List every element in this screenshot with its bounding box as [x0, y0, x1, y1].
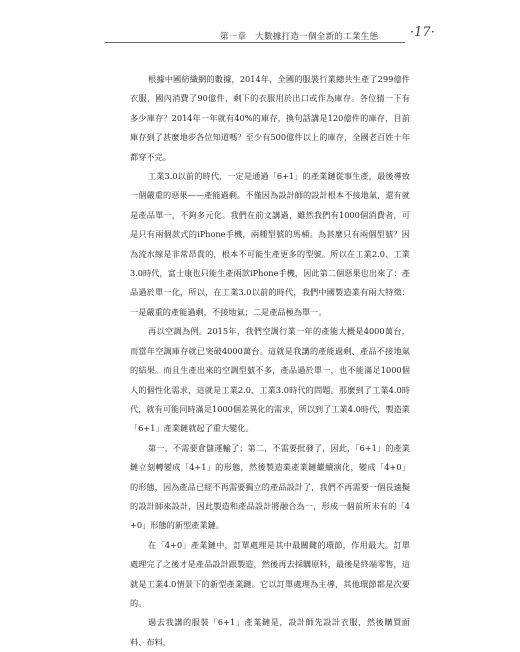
header-rule	[105, 42, 405, 43]
page-header	[0, 22, 520, 46]
paragraph: 根據中國紡織網的數據，2014年，全國的服裝行業總共生產了299億件衣服，國內消費了90億件，剩下的衣服用於出口或作為庫存。各位猜一下有多少庫存？2014年一年就有40%的庫存，換句話講是120億件的庫存，目前庫存到了甚麼地步各位知道嗎？至少有500億件以上的庫存，全國老百姓十年都穿不完。	[130, 74, 410, 162]
body-text	[130, 70, 410, 652]
paragraph: 在「4+0」產業鏈中，訂單處理是其中最關鍵的環節，作用最大。訂單處理完了之後才是產品設計跟製造，然後再去採購原料，最後是終端零售，這就是工業4.0情景下的新型產業鏈。它以訂單處理為主導，其他環節都是次要的。	[130, 539, 410, 608]
page-number-value: 17	[414, 25, 431, 40]
paragraph: 工業3.0以前的時代，一定是通過「6+1」的產業鏈從事生產，最後導致一個嚴重的惡果——產能過剩。不僅因為設計師的設計根本不接地氣，還有就是產品單一，不夠多元化。我們在前文講過，雖然我們有1000個消費者，可是只有兩個款式的iPhone手機，兩種型號的馬桶。為甚麼只有兩個型號？因為流水線是非常昂貴的，根本不可能生產更多的型號。所以在工業2.0、工業3.0時代，富士康也只能生產兩款iPhone手機，因此第二個惡果也出來了：產品過於單一化，所以，在工業3.0以前的時代，我們中國製造業有兩大特徵：一是嚴重的產能過剩，不接地氣；二是產品極為單一。	[130, 171, 410, 317]
paragraph: 過去我講的服裝「6+1」產業鏈是，設計師先設計衣服，然後購買面料、布料，	[130, 617, 410, 647]
running-header-chapter: 第一章 大數據打造一個全新的工業生態	[220, 32, 379, 42]
page-number: ·17·	[410, 25, 435, 40]
paragraph: 第一，不需要倉儲運輸了；第二，不需要批發了，因此，「6+1」的產業鏈立刻轉變成「4+1」的形態，然後製造業產業鏈繼續演化，變成「4+0」的形態，因為產品已經不再需要獨立的產品設計了，我們不再需要一個長遠擬的設計師來設計，因此製造和產品設計將融合為一，形成一個前所未有的「4+0」形態的新型產業鏈。	[130, 442, 410, 531]
paragraph: 再以空調為例。2015年，我們空調行業一年的產能大概是4000萬台，而當年空調庫存就已突破4000萬台。這就是我講的產能過剩、產品不接地氣的結果。而且生產出來的空調型號不多，產品過於單一，也不能滿足1000個人的個性化需求，這就是工業2.0、工業3.0時代的問題。那麼到了工業4.0時代，就有可能同時滿足1000個差異化的需求，所以到了工業4.0時代，製造業「6+1」產業鏈就起了重大變化。	[130, 326, 410, 434]
